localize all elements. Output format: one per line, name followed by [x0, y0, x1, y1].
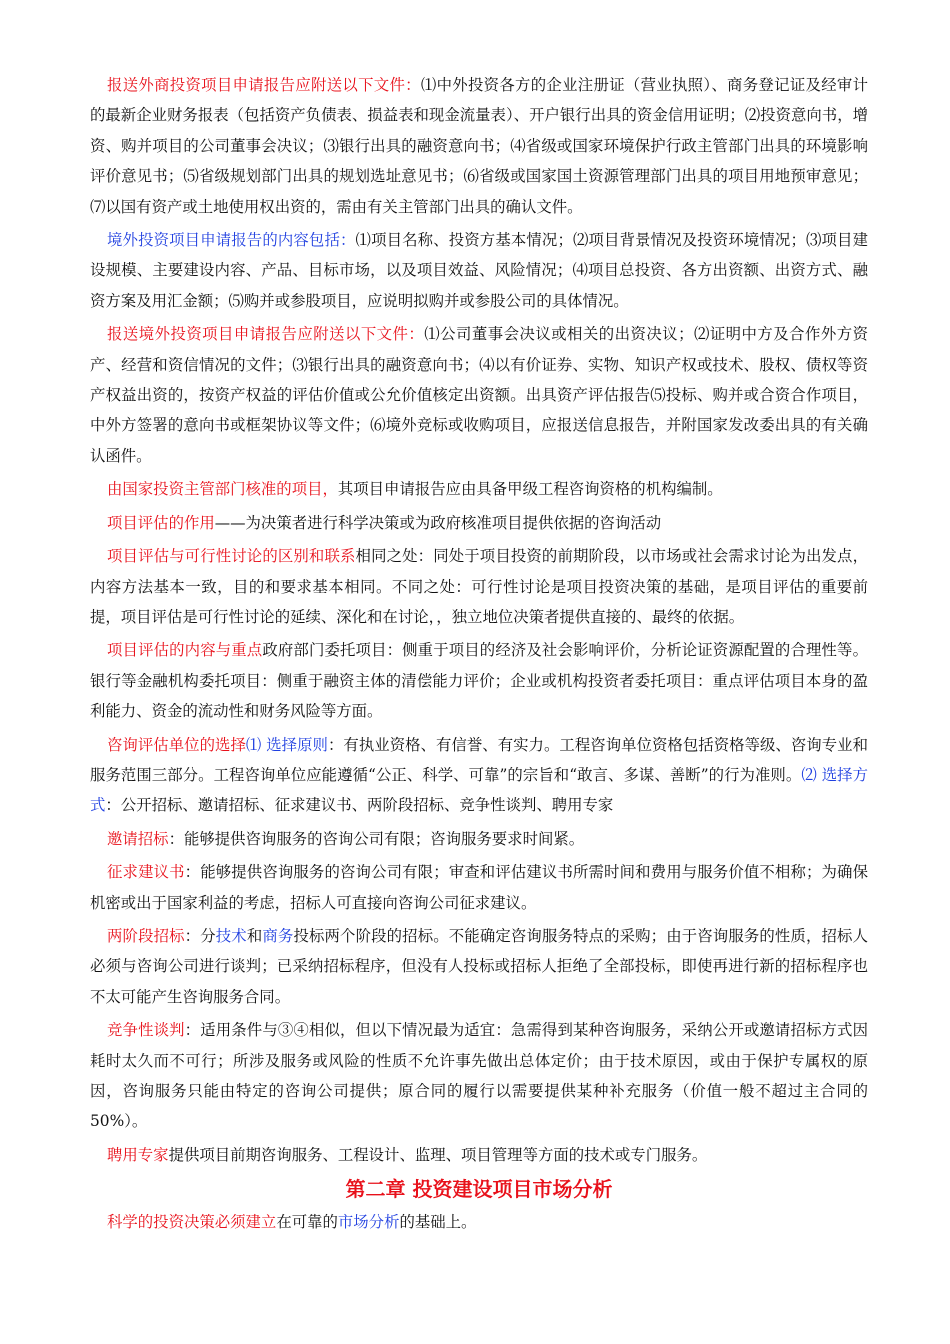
paragraph-evaluation-focus — [90, 635, 868, 726]
key-term: 由国家投资主管部门核准的项目， — [107, 480, 338, 499]
paragraph-overseas-report-contents — [90, 225, 868, 316]
key-term: 两阶段招标 — [107, 926, 185, 945]
body-text: ：有执业资格、有信誉、有实力。工程咨询单位资格包括资格等级、咨询专业和服务范围三部分。工程咨询单位应能遵循“公正、科学、可靠”的宗旨和“敢言、多谋、善断”的行为准则。 — [90, 735, 868, 784]
chapter-heading: 第二章 投资建设项目市场分析 — [345, 1177, 613, 1202]
key-term: 报送境外投资项目申请报告应附送以下文件： — [107, 325, 425, 344]
body-text: 相同之处：同处于项目投资的前期阶段，以市场或社会需求讨论为出发点，内容方法基本一致，目的和要求基本相同。不同之处：可行性讨论是项目投资决策的基础，是项目评估的重要前提，项目评估是可行性讨论的延续、深化和在讨论，，独立地位决策者提供直接的、最终的依据。 — [90, 547, 868, 626]
key-term: 聘用专家 — [107, 1145, 169, 1164]
body-text: 投标两个阶段的招标。不能确定咨询服务特点的采购；由于咨询服务的性质，招标人必须与咨询公司进行谈判；已采纳招标程序，但没有人投标或招标人拒绝了全部投标，即使再进行新的招标程序也不太可能产生咨询服务合同。 — [90, 926, 868, 1006]
paragraph-overseas-attachments — [90, 319, 868, 471]
key-term: 科学的投资决策必须建立 — [107, 1213, 277, 1232]
body-text: 和 — [246, 926, 263, 945]
sub-term: 技术 — [215, 926, 247, 945]
paragraph-competitive-negotiation — [90, 1015, 868, 1137]
paragraph-hiring-experts — [90, 1140, 868, 1170]
body-text: ：能够提供咨询服务的咨询公司有限；咨询服务要求时间紧。 — [168, 829, 585, 848]
paragraph-foreign-investment-attachments — [90, 70, 868, 222]
document-page — [90, 70, 868, 1241]
key-term: 竞争性谈判 — [107, 1021, 185, 1040]
body-text: 的基础上。 — [399, 1213, 477, 1232]
key-term: 报送外商投资项目申请报告应附送以下文件： — [107, 76, 421, 94]
sub-term: ⑴ 选择原则 — [245, 735, 328, 754]
key-term: 项目评估的内容与重点 — [107, 641, 263, 660]
body-text: 政府部门委托项目：侧重于项目的经济及社会影响评价，分析论证资源配置的合理性等。银行等金融机构委托项目：侧重于融资主体的清偿能力评价；企业或机构投资者委托项目：重点评估项目本身的盈利能力、资金的流动性和财务风险等方面。 — [90, 641, 868, 721]
body-text: ：能够提供咨询服务的咨询公司有限；审查和评估建议书所需时间和费用与服务价值不相称；为确保机密或出于国家利益的考虑，招标人可直接向咨询公司征求建议。 — [90, 863, 868, 912]
key-term: 项目评估与可行性讨论的区别和联系 — [107, 547, 356, 566]
body-text: ：公开招标、邀请招标、征求建议书、两阶段招标、竞争性谈判、聘用专家 — [105, 796, 614, 815]
paragraph-two-stage-bidding — [90, 921, 868, 1012]
key-term: 咨询评估单位的选择 — [107, 735, 246, 754]
paragraph-invited-bidding — [90, 824, 868, 854]
key-term: 境外投资项目申请报告的内容包括： — [107, 231, 356, 250]
key-term: 邀请招标 — [107, 829, 169, 848]
body-text: 其项目申请报告应由具备甲级工程咨询资格的机构编制。 — [337, 480, 723, 499]
body-text: ——为决策者进行科学决策或为政府核准项目提供依据的咨询活动 — [214, 513, 662, 532]
sub-term: ⑵ 选择方式 — [90, 765, 868, 815]
paragraph-evaluation-vs-feasibility — [90, 541, 868, 632]
paragraph-state-approved-projects — [90, 474, 868, 504]
paragraph-request-for-proposals — [90, 857, 868, 918]
key-term: 征求建议书 — [107, 863, 185, 882]
paragraph-consultant-selection — [90, 730, 868, 821]
sub-term: 商务 — [262, 926, 294, 945]
body-text: ⑴公司董事会决议或相关的出资决议；⑵证明中方及合作外方资产、经营和资信情况的文件；⑶银行出具的融资意向书；⑷以有价证券、实物、知识产权或技术、股权、债权等资产权益出资的，按资产权益的评估价值或公允价值核定出资额。出具资产评估报告⑸投标、购并或合资合作项目，中外方签署的意向书或框架协议等文件；⑹境外竞标或收购项目，应报送信息报告，并附国家发改委出具的有关确认函件。 — [90, 325, 868, 465]
body-text: 在可靠的 — [276, 1213, 338, 1232]
paragraph-evaluation-role — [90, 508, 868, 538]
sub-term: 市场分析 — [337, 1213, 400, 1232]
key-term: 项目评估的作用 — [107, 513, 215, 532]
body-text: ⑴中外投资各方的企业注册证（营业执照）、商务登记证及经审计的最新企业财务报表（包括资产负债表、损益表和现金流量表）、开户银行出具的资金信用证明；⑵投资意向书，增资、购并项目的公司董事会决议；⑶银行出具的融资意向书；⑷省级或国家环境保护行政主管部门出具的环境影响评价意见书；⑸省级规划部门出具的规划选址意见书；⑹省级或国家国土资源管理部门出具的项目用地预审意见；⑺以国有资产或土地使用权出资的，需由有关主管部门出具的确认文件。 — [90, 76, 868, 216]
body-text: ：适用条件与③④相似，但以下情况最为适宜：急需得到某种咨询服务，采纳公开或邀请招标方式因耗时太久而不可行；所涉及服务或风险的性质不允许事先做出总体定价；由于技术原因，或由于保护专属权的原因，咨询服务只能由特定的咨询公司提供；原合同的履行以需要提供某种补充服务（价值一般不超过主合同的50%）。 — [90, 1021, 868, 1131]
paragraph-market-analysis-intro — [90, 1207, 868, 1237]
body-text: 提供项目前期咨询服务、工程设计、监理、项目管理等方面的技术或专门服务。 — [168, 1145, 708, 1164]
body-text: ：分 — [184, 926, 216, 945]
body-text: ⑴项目名称、投资方基本情况；⑵项目背景情况及投资环境情况；⑶项目建设规模、主要建设内容、产品、目标市场，以及项目效益、风险情况；⑷项目总投资、各方出资额、出资方式、融资方案及用汇金额；⑸购并或参股项目，应说明拟购并或参股公司的具体情况。 — [90, 231, 868, 310]
